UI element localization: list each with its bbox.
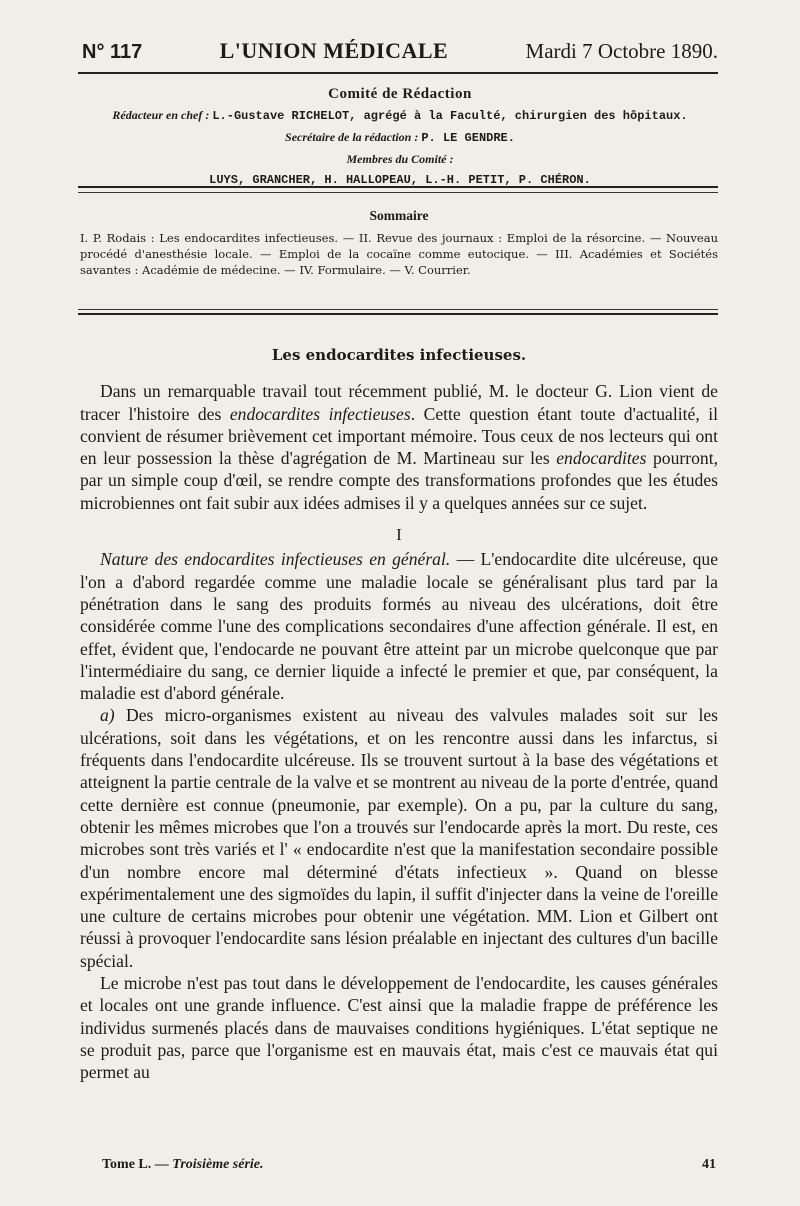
members-label: Membres du Comité :: [346, 152, 454, 166]
point-label: a): [100, 705, 115, 726]
issue-number: N° 117: [82, 41, 143, 63]
section-title: Nature des endocardites infectieuses en général.: [100, 549, 451, 570]
committee-members: LUYS, GRANCHER, H. HALLOPEAU, L.-H. PETIT, P. CHÉRON.: [209, 173, 591, 187]
committee-title: Comité de Rédaction: [328, 86, 472, 102]
committee-rule-top: [78, 186, 718, 188]
sommaire-rule-bottom: [78, 313, 718, 315]
sommaire-rule-top: [78, 309, 718, 310]
sommaire-title: Sommaire: [369, 208, 429, 223]
chief-editor: L.-Gustave RICHELOT, agrégé à la Faculté, chirurgien des hôpitaux.: [212, 109, 688, 123]
issue-date: Mardi 7 Octobre 1890.: [525, 39, 718, 63]
secretary: P. LE GENDRE.: [421, 131, 515, 145]
secretary-line: [84, 127, 716, 149]
page-footer: [102, 1157, 716, 1173]
series-label: Troisième série.: [172, 1157, 264, 1172]
chief-editor-line: [84, 105, 716, 127]
editorial-committee: [84, 84, 716, 191]
volume-info: [102, 1157, 264, 1173]
intro-emphasis-1: endocardites infectieuses: [229, 403, 411, 424]
secretary-label: Secrétaire de la rédaction :: [285, 130, 419, 144]
committee-rule-bottom: [78, 192, 718, 193]
page-number: 41: [702, 1157, 716, 1172]
section-paragraph-3: Le microbe n'est pas tout dans le développement de l'endocardite, les causes générales et locales ont une grande influence. C'est ainsi que la maladie frappe de préférence les individus surmenés placés dans de mauvaises conditions hygiéniques. L'état septique ne se produit pas, parce que l'organisme est en mauvais état, mais c'est ce mauvais état qui permet au: [80, 973, 718, 1083]
header-rule: [78, 72, 718, 74]
article-title: Les endocardites infectieuses.: [271, 346, 527, 364]
page-header: [82, 38, 718, 70]
section-text-2: Des micro-organismes existent au niveau des valvules malades soit sur les ulcérations, soit dans les végétations, et on les rencontre aussi dans les infarctus, si fréquents dans l'endocardite ulcéreuse. Ils se trouvent surtout à la base des végétations et atteignent la partie centrale de la valve et se montrent au niveau de la porte d'entrée, quand cette dernière est connue (pneumonie, par exemple). On a pu, par la culture du sang, obtenir les mêmes microbes que l'on a trouvés sur l'endocarde après la mort. Du reste, ces microbes sont très variés et l' « endocardite n'est que la manifestation secondaire possible d'un nombre encore mal déterminé d'états infectieux ». Quand on blesse expérimentalement une des sigmoïdes du lapin, il suffit d'injecter dans la veine de l'oreille une culture de certains microbes pour obtenir une végétation. MM. Lion et Gilbert ont réussi à provoquer l'endocardite sans lésion préalable en injectant des cultures d'un bacille spécial.: [80, 705, 718, 971]
section-paragraph-1: [80, 548, 718, 704]
section-number: I: [396, 525, 402, 545]
section-text-1: — L'endocardite dite ulcéreuse, que l'on a d'abord regardée comme une maladie locale se généralisant plus tard par la pénétration dans le sang des produits formés au niveau des ulcérations, doit être considérée comme l'une des complications secondaires d'une affection générale. Il est, en effet, évident que, l'endocarde ne pouvant être atteint par un microbe quelconque que par l'intermédiaire du sang, ce dernier liquide a infecté le premier et que, par conséquent, la maladie est d'abord générale.: [80, 549, 719, 704]
section-paragraph-2: [80, 704, 718, 972]
table-of-contents: [80, 208, 718, 278]
journal-title: L'UNION MÉDICALE: [219, 38, 449, 63]
intro-text-2: . Cette question étant toute d'actualité, il convient de résumer brièvement cet important mémoire. Tous ceux de nos lecteurs qui ont en leur possession la thèse d'agrégation de M. Martineau sur les: [80, 403, 719, 469]
intro-text-3: pourront, par un simple coup d'œil, se rendre compte des transformations profondes que les études microbiennes ont fait subir aux idées admises il y a quelques années sur ce sujet.: [80, 448, 718, 513]
chief-editor-label: Rédacteur en chef :: [112, 108, 210, 122]
volume-label: Tome L. —: [102, 1157, 169, 1172]
intro-emphasis-2: endocardites: [556, 448, 647, 469]
intro-text-1: Dans un remarquable travail tout récemment publié, M. le docteur G. Lion vient de tracer l'histoire des: [80, 381, 718, 424]
article: [80, 340, 718, 1084]
sommaire-text: I. P. Rodais : Les endocardites infectieuses. — II. Revue des journaux : Emploi de la résorcine. — Nouveau procédé d'anesthésie locale. — Emploi de la cocaïne comme eutocique. — III. Académies et Sociétés savantes : Académie de médecine. — IV. Formulaire. — V. Courrier.: [80, 231, 718, 277]
intro-paragraph: [80, 380, 718, 514]
